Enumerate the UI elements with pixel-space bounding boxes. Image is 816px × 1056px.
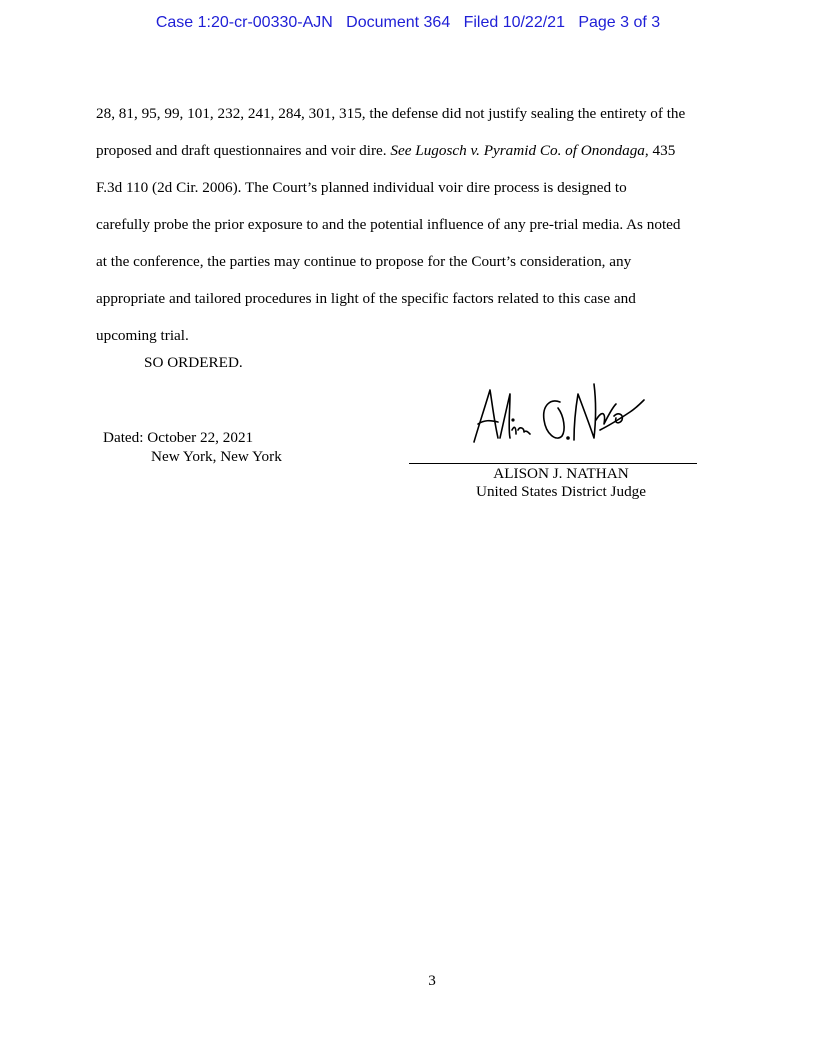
dated-date: Dated: October 22, 2021 [103,429,254,446]
body-line-with-citation [96,132,736,169]
page-number: 3 [428,972,436,989]
signature-line [409,463,697,464]
case-number: Case 1:20-cr-00330-AJN [155,14,333,31]
page-indicator: Page 3 of 3 [578,14,661,31]
dated-block [103,428,282,466]
case-header [0,14,816,32]
document-number: Document 364 [346,14,451,31]
handwritten-signature [468,380,648,450]
body-line: carefully probe the prior exposure to and the potential influence of any pre-trial media. As noted [96,216,681,233]
body-line: at the conference, the parties may continue to propose for the Court’s consideration, any [96,253,632,270]
judge-name: ALISON J. NATHAN [493,465,629,482]
body-text-segment: , 435 [644,142,676,159]
signatory-block [409,465,713,501]
case-citation: See Lugosch v. Pyramid Co. of Onondaga [390,142,645,159]
body-line: F.3d 110 (2d Cir. 2006). The Court’s planned individual voir dire process is designed to [96,179,627,196]
judge-title: United States District Judge [476,483,646,500]
body-line: 28, 81, 95, 99, 101, 232, 241, 284, 301, 315, the defense did not justify sealing the entirety of the [96,105,686,122]
body-paragraph [96,95,736,354]
filed-date: Filed 10/22/21 [463,14,565,31]
body-text-segment: proposed and draft questionnaires and voir dire. [96,142,391,159]
dated-place: New York, New York [151,448,282,465]
so-ordered: SO ORDERED. [144,354,243,371]
body-line: appropriate and tailored procedures in light of the specific factors related to this case and [96,290,636,307]
body-line: upcoming trial. [96,327,189,344]
